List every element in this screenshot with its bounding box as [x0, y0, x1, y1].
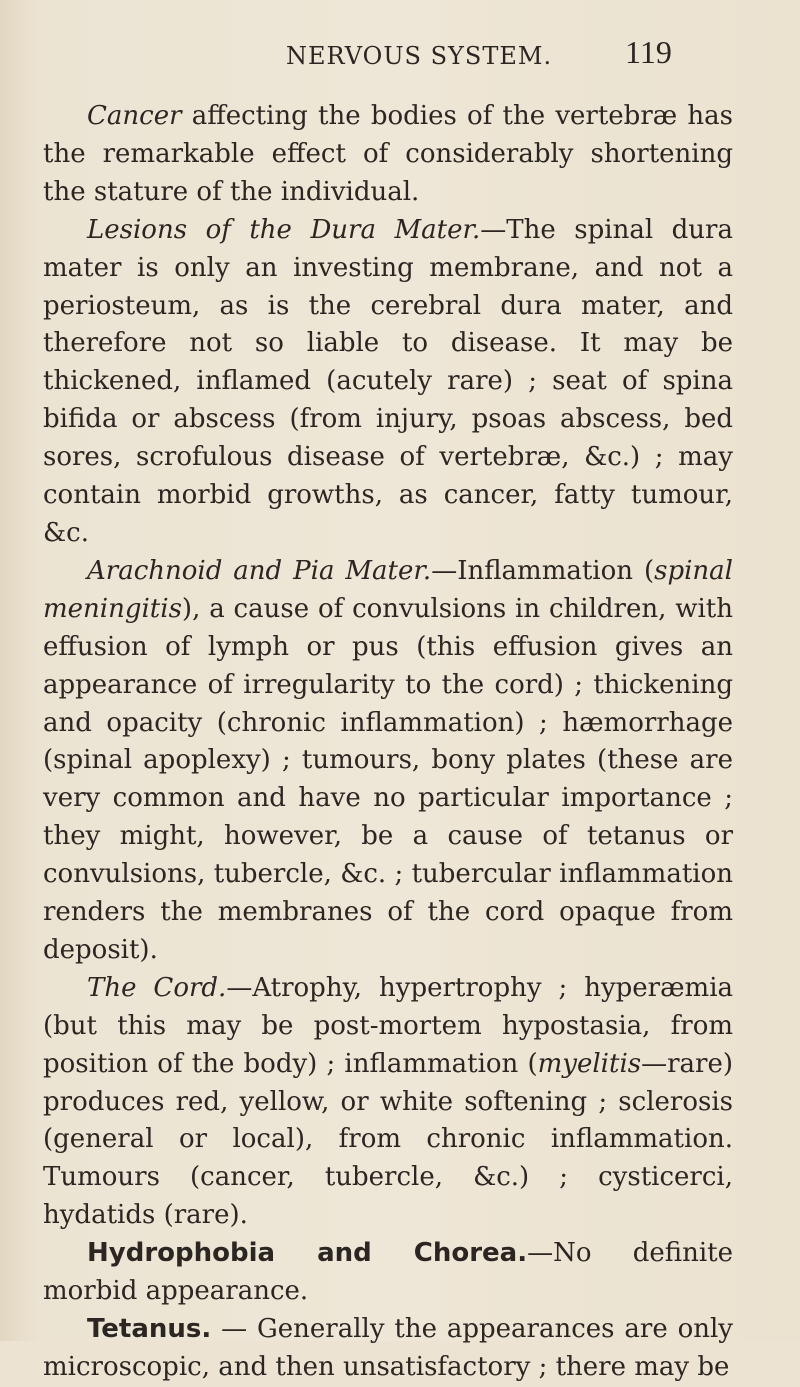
paragraph-dura-mater [43, 212, 733, 553]
paragraph-lead: Tetanus. [87, 1314, 212, 1344]
page-number: 119 [625, 34, 672, 70]
paragraph-tetanus [43, 1311, 733, 1387]
paragraph-text: affecting the bodies of the vertebræ has the remarkable effect of considerably shortening the stature of the individual. [43, 101, 733, 207]
paragraph-text: —The spinal dura mater is only an investing membrane, and not a periosteum, as is the cerebral dura mater, and therefore not so liable to disease. It may be thickened, inflamed (acutely rare) ; seat of spina bifida or abscess (from injury, psoas abscess, bed sores, scrofulous disease of vertebræ, &c.) ; may contain morbid growths, as cancer, fatty tumour, &c. [43, 214, 733, 548]
paragraph-italic-term: myelitis [537, 1048, 642, 1079]
paragraph-lead: The Cord. [87, 972, 227, 1003]
paragraph-lead: Cancer [87, 101, 182, 131]
paragraph-cancer [43, 98, 733, 212]
paragraph-lead: Arachnoid and Pia Mater. [87, 555, 432, 586]
page-body [43, 98, 733, 1387]
paragraph-lead: Hydrophobia and Chorea. [87, 1238, 528, 1269]
paragraph-lead: Lesions of the Dura Mater. [87, 214, 481, 245]
paragraph-arachnoid-pia-mater [43, 553, 733, 970]
running-head: NERVOUS SYSTEM. [286, 42, 553, 70]
paragraph-hydrophobia-chorea [43, 1235, 733, 1311]
page-header [0, 34, 800, 84]
paragraph-cord [43, 970, 733, 1235]
paragraph-text: —rare) produces red, yellow, or white softening ; sclerosis (general or local), from chronic inflammation. Tumours (cancer, tubercle, &c.) ; cysticerci, hydatids (rare). [43, 1048, 733, 1231]
paragraph-text: ), a cause of convulsions in children, with effusion of lymph or pus (this effusion gives an appearance of irregularity to the cord) ; thickening and opacity (chronic inflammation) ; hæmorrhage (spinal apoplexy) ; tumours, bony plates (these are very common and have no particular importance ; they might, however, be a cause of tetanus or convulsions, tubercle, &c. ; tubercular inflammation renders the membranes of the cord opaque from deposit). [43, 593, 733, 965]
paragraph-text: —Atrophy, hypertrophy ; hyperæmia (but this may be post-mortem hypostasia, from position of the body) ; inflammation ( [43, 972, 734, 1079]
paragraph-text: —No definite morbid appearance. [43, 1238, 733, 1307]
paragraph-italic-term: spinal meningitis [43, 555, 733, 624]
paragraph-text: — Generally the appearances are only microscopic, and then unsatisfactory ; there may be [43, 1314, 733, 1382]
paragraph-text: —Inflammation ( [431, 555, 655, 586]
